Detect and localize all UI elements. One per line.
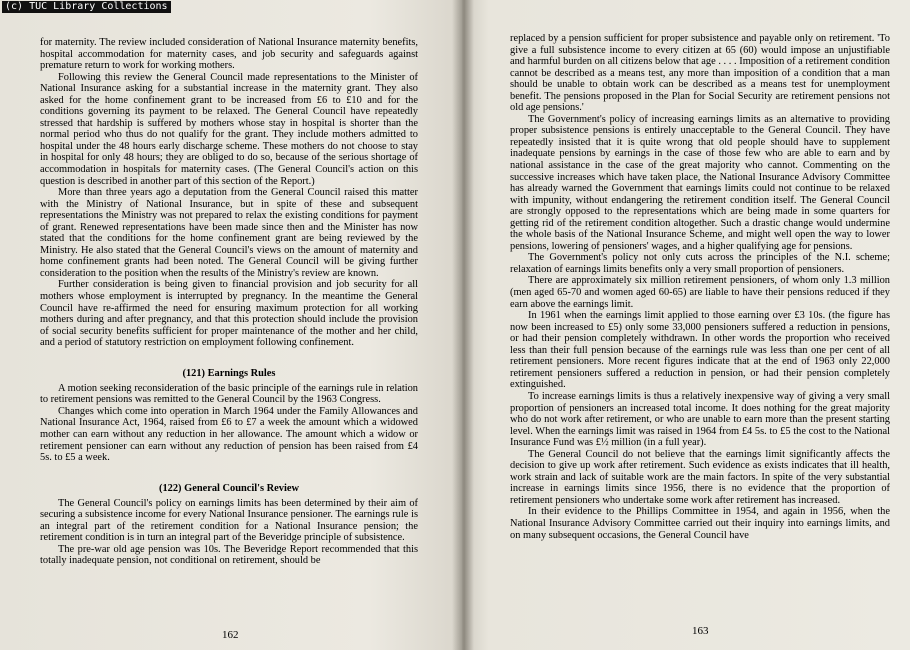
book-gutter	[452, 0, 474, 650]
section-heading-general-councils-review: (122) General Council's Review	[159, 482, 299, 494]
paragraph: The General Council's policy on earnings limits has been determined by their aim of securing a subsistence income for every National Insurance pensioner. The earnings rule is an integral part of the retirement condition for a National Insurance pension; the retirement condition is in turn an integral part of the Beveridge principle of subsistence.	[40, 497, 418, 544]
paragraph: In 1961 when the earnings limit applied to those earning over £3 10s. (the figure has now been increased to £5) only some 33,000 pensioners suffered a reduction in pensions, or had their pension completely withdrawn. In other words the proportion who received less than their full pension because of the earnings rule was less than one per cent of all retirement pensioners. More recent figures indicate that at the end of 1963 only 22,000 retirement pensioners suffered a reduction in pension, or had their pension completely extinguished.	[510, 310, 890, 391]
left-page-text	[40, 37, 418, 567]
paragraph: Changes which come into operation in March 1964 under the Family Allowances and National Insurance Act, 1964, raised from £6 to £7 a week the amount which a widowed mother can earn without any reduction in her allowance. The amount which a widow or retirement pensioner can earn without any reduction of pension has been raised from £4 5s. to £5 a week.	[40, 405, 418, 464]
paragraph: The General Council do not believe that the earnings limit significantly affects the decision to give up work after retirement. Such evidence as exists indicates that ill health, work strain and lack of suitable work are the main factors. In spite of the very substantial increase in earnings limits since 1956, there is no evidence that the proportion of retirement pensioners who undertake some work after retirement has increased.	[510, 448, 890, 506]
page-number-left: 162	[222, 629, 239, 641]
paragraph: replaced by a pension sufficient for proper subsistence and payable only on retirement. 'To give a full subsistence income to every citizen at 65 (60) would impose an unjustifiable and harmful burden on all citizens below that age . . . . Imposition of a retirement condition cannot be described as a means test, any more than imposition of a condition that a man should be unable to obtain work can be described as a means test for unemployment benefit. The pensions proposed in the Plan for Social Security are retirement pensions not old age pensions.'	[510, 33, 890, 114]
paragraph: The Government's policy of increasing earnings limits as an alternative to providing proper subsistence pensions is entirely unacceptable to the General Council. They have repeatedly insisted that it is quite wrong that old people should have to supplement inadequate pensions by earnings in the case of those few who are able to earn and by national assistance in the case of the great majority who cannot. Commenting on the successive increases which have taken place, the National Insurance Advisory Committee has already warned the Government that earnings limits could not continue to be relaxed with impunity, without endangering the retirement condition itself. The General Council are strongly opposed to the representations which are being made in some quarters for getting rid of the retirement condition altogether. Such a drastic change would undermine the whole basis of the National Insurance Scheme, and might well open the way to lower pensions, lowering of pensioners' wages, and a higher qualifying age for pensions.	[510, 113, 890, 252]
right-page-text	[510, 33, 890, 541]
paragraph: for maternity. The review included consideration of National Insurance maternity benefits, hospital accommodation for maternity cases, and job security and safeguards against premature return to work for working mothers.	[40, 37, 418, 72]
paragraph: There are approximately six million retirement pensioners, of whom only 1.3 million (men aged 65-70 and women aged 60-65) are liable to have their pensions reduced if they earn above the earnings limit.	[510, 275, 890, 310]
section-heading-earnings-rules: (121) Earnings Rules	[182, 367, 276, 379]
paragraph: The pre-war old age pension was 10s. The Beveridge Report recommended that this totally inadequate pension, not conditional on retirement, should be	[40, 543, 418, 567]
paragraph: More than three years ago a deputation from the General Council raised this matter with the Ministry of National Insurance, but in spite of these and subsequent representations the Ministry was not prepared to relax the existing conditions for payment of grant. Renewed representations have been made since then and the Minister has now stated that the conditions for the home confinement grant are being reviewed by the Ministry. He also stated that the General Council's views on the amount of maternity and home confinement grants had been noted. The General Council will be giving further consideration to the position when the results of the Ministry's review are known.	[40, 187, 418, 279]
paragraph: Following this review the General Council made representations to the Minister of National Insurance asking for a substantial increase in the maternity grant. They also asked for the home confinement grant to be increased from £6 to £10 and for the conditions governing its payment to be relaxed. The General Council have repeatedly stressed that hardship is suffered by mothers whose stay in hospital is shorter than the normal period who thus do not qualify for the grant. They include mothers admitted to hospital under the 48 hours early discharge scheme. These mothers do not choose to stay in hospital for only 48 hours; they are obliged to do so, because of the serious shortage of accommodation in hospitals for maternity cases. (The General Council's action on this question is described in another part of this section of the Report.)	[40, 71, 418, 187]
watermark-label: (c) TUC Library Collections	[2, 1, 171, 13]
section-gap	[40, 464, 418, 474]
paragraph: The Government's policy not only cuts across the principles of the N.I. scheme; relaxation of earnings limits benefits only a very small proportion of pensioners.	[510, 252, 890, 275]
paragraph: Further consideration is being given to financial provision and job security for all mothers whose employment is interrupted by pregnancy. In the meantime the General Council have re-affirmed the need for ensuring maximum protection for all working mothers during and after pregnancy, and that this protection should include the provision of social security benefits sufficient for proper maintenance of the mother and her child, and a period of statutory restriction on employment following confinement.	[40, 279, 418, 349]
paragraph: A motion seeking reconsideration of the basic principle of the earnings rule in relation to retirement pensions was remitted to the General Council by the 1963 Congress.	[40, 382, 418, 406]
section-gap	[40, 349, 418, 359]
page-number-right: 163	[692, 625, 709, 637]
paragraph: To increase earnings limits is thus a relatively inexpensive way of giving a very small proportion of pensioners an increased total income. It does nothing for the great majority who do not work after retirement, or who are unable to earn more than the present starting level. When the earnings limit was raised in 1964 from £4 5s. to £5 the cost to the National Insurance Fund was £½ million (in a full year).	[510, 390, 890, 449]
paragraph: In their evidence to the Phillips Committee in 1954, and again in 1956, when the National Insurance Advisory Committee carried out their inquiry into earnings limits, and on many subsequent occasions, the General Council have	[510, 506, 890, 541]
